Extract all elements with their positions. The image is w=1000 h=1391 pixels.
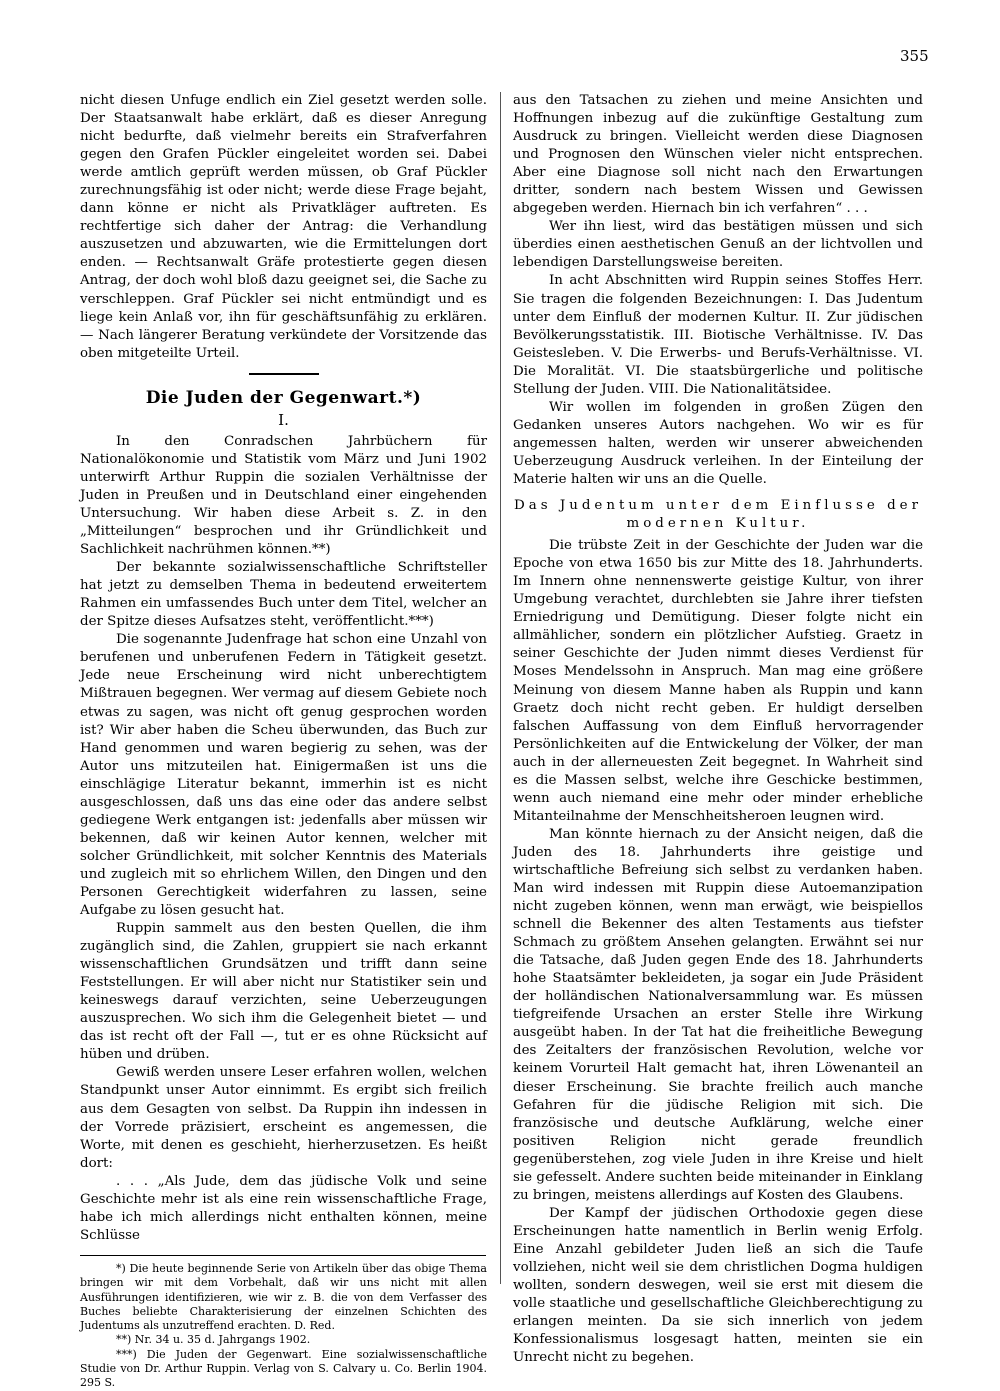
section-separator [249,373,319,375]
article-title: Die Juden der Gegenwart.*) [145,387,422,408]
footnote: **) Nr. 34 u. 35 d. Jahrgangs 1902. [116,1333,311,1347]
body-paragraph: aus den Tatsachen zu ziehen und meine Ansichten und Hoffnungen inbezug auf die zukünftige Gestaltung zum Ausdruck zu bringen. Vielleicht werden diese Diagnosen und Prognosen den Wünschen vieler nicht entsprechen. Aber eine Diagnose soll nicht nach den Erwartungen dritter, sondern nach bestem Wissen und Gewissen abgegeben werden. Hiernach bin ich verfahren“ . . . [513,93,923,217]
body-paragraph: Die sogenannte Judenfrage hat schon eine Unzahl von berufenen und unberufenen Federn in Tätigkeit gesetzt. Jede neue Erscheinung wird nicht unberechtigtem Mißtrauen begegnen. Wer vermag auf diesem Gebiete noch etwas zu sagen, was nicht oft genug gesprochen worden ist? Wir aber haben die Scheu überwunden, das Buch zur Hand genommen und waren begierig zu sehen, was der Autor uns mitzuteilen hat. Einigermaßen ist uns die einschlägige Literatur bekannt, immerhin ist es nicht ausgeschlossen, daß uns das eine oder das andere selbst gediegene Werk entgangen ist: jedenfalls aber müssen wir bekennen, daß wir keinen Autor kennen, welcher mit solcher Gründlichkeit, mit solcher Kenntnis des Materials und zugleich mit so ehrlichem Willen, den Dingen und den Personen Gerechtigkeit widerfahren zu lassen, seine Aufgabe zu lösen gesucht hat. [80,632,487,919]
body-paragraph: Ruppin sammelt aus den besten Quellen, die ihm zugänglich sind, die Zahlen, gruppiert sie nach erkannt wissenschaftlichen Grundsätzen und trifft dann seine Feststellungen. Er will aber nicht nur Statistiker sein und keineswegs darauf verzichten, seine Ueberzeugungen auszusprechen. Wo sich ihm die Gelegenheit bietet — und das ist recht oft der Fall —, tut er es ohne Rücksicht auf hüben und drüben. [80,921,487,1063]
intro-paragraph: nicht diesen Unfuge endlich ein Ziel gesetzt werden solle. Der Staatsanwalt habe erklärt, daß es dieser Anregung nicht bedurfte, daß vielmehr bereits ein Strafverfahren gegen den Grafen Pückler eingeleitet worden sei. Dabei werde amtlich geprüft werden müssen, ob Graf Pückler zurechnungsfähig ist oder nicht; werde diese Frage bejaht, dann könne er nicht als Privatkläger auftreten. Es rechtfertige sich daher der Antrag: die Verhandlung auszusetzen und abzuwarten, wie die Ermittelungen dort enden. — Rechtsanwalt Gräfe protestierte gegen diesen Antrag, der doch wohl bloß dazu geeignet sei, die Sache zu verschleppen. Graf Pückler sei nicht entmündigt und es liege kein Anlaß vor, ihn für geschäftsunfähig zu erklären. — Nach längerer Beratung verkündete der Vorsitzende das oben mitgeteilte Urteil. [80,93,487,361]
section-heading: Das Judentum unter dem Einflusse der modernen Kultur. [514,498,922,532]
footnote: ***) Die Juden der Gegenwart. Eine sozialwissenschaftliche Studie von Dr. Arthur Ruppin. Verlag von S. Calvary u. Co. Berlin 1904. 295 S. [80,1347,487,1390]
body-paragraph: In acht Abschnitten wird Ruppin seines Stoffes Herr. Sie tragen die folgenden Bezeichnungen: I. Das Judentum unter dem Einfluß der modernen Kultur. II. Zur jüdischen Bevölkerungsstatistik. III. Biotische Verhältnisse. IV. Das Geistesleben. V. Die Erwerbs- und Berufs-Verhältnisse. VI. Die Moralität. VI. Die staatsbürgerliche und politische Stellung der Juden. VIII. Die Nationalitätsidee. [513,273,923,397]
page-number: 355 [900,47,929,65]
body-paragraph: Man könnte hiernach zu der Ansicht neigen, daß die Juden des 18. Jahrhunderts ihre geistige und wirtschaftliche Befreiung sich selbst zu verdanken haben. Man wird indessen mit Ruppin diese Autoemanzipation nicht zugeben können, wenn man erwägt, wie beispiellos schnell die Bekenner des alten Testaments aus tiefster Schmach zu größtem Ansehen gelangten. Erwähnt sei nur die Tatsache, daß Juden gegen Ende des 18. Jahrhunderts hohe Staatsämter bekleideten, ja sogar ein Jude Präsident der holländischen Nationalversammlung war. Es müssen tiefgreifende Ursachen an erster Stelle ihre Wirkung ausgeübt haben. In der Tat hat die freiheitliche Bewegung des Zeitalters der französischen Revolution, welche vor keinem Vorurteil Halt gemacht hat, ihren Löwenanteil an dieser Erscheinung. Sie brachte freilich auch manche Gefahren für die jüdische Religion mit sich. Die französische und deutsche Aufklärung, welche einer positiven Religion nicht gerade freundlich gegenüberstehen, zog viele Juden in ihre Kreise und hielt sie gefesselt. Andere suchten beide miteinander in Einklang zu bringen, meistens allerdings auf Kosten des Glaubens. [513,826,923,1203]
left-column [80,92,487,1391]
footnotes [80,1262,487,1391]
body-paragraph: Gewiß werden unsere Leser erfahren wollen, welchen Standpunkt unser Autor einnimmt. Es ergibt sich freilich aus dem Gesagten von selbst. Da Ruppin ihn indessen in der Vorrede präzisiert, erscheint es angemessen, die Worte, mit denen es geschieht, hierherzusetzen. Es heißt dort: [80,1065,487,1171]
body-paragraph: Die trübste Zeit in der Geschichte der Juden war die Epoche von etwa 1650 bis zur Mitte des 18. Jahrhunderts. Im Innern ohne nennenswerte geistige Kultur, von ihrer Umgebung verachtet, durchlebten sie Jahre ihrer tiefsten Erniedrigung und Demütigung. Dieser folgte nicht ein allmählicher, sondern ein plötzlicher Aufstieg. Graetz in seiner Geschichte der Juden nimmt dieses Verdienst für Moses Mendelssohn in Anspruch. Man mag eine größere Meinung von diesem Manne haben als Ruppin und kann Graetz doch nicht recht geben. Er huldigt derselben falschen Auffassung von dem Einfluß hervorragender Persönlichkeiten auf die Entwickelung der Völker, der man auch in der allerneuesten Zeit begegnet. In Wahrheit sind es die Massen selbst, welche ihre Geschicke bestimmen, wenn auch niemand eine mehr oder minder erhebliche Mitanteilnahme der Menschheitsheroen leugnen wird. [513,538,923,824]
body-paragraph: Der Kampf der jüdischen Orthodoxie gegen diese Erscheinungen hatte namentlich in Berlin wenig Erfolg. Eine Anzahl gebildeter Juden ließ an sich die Taufe vollziehen, nicht weil sie dem christlichen Dogma huldigen wollten, sondern deswegen, weil sie erst mit diesem die volle staatliche und gesellschaftliche Gleichberechtigung zu erlangen meinten. Da sie sich innerlich von jedem Konfessionalismus losgesagt hatten, meinten sie ein Unrecht nicht zu begehen. [513,1205,923,1366]
body-paragraph: In den Conradschen Jahrbüchern für Nationalökonomie und Statistik vom März und Juni 1902 unterwirft Arthur Ruppin die sozialen Verhältnisse der Juden in Preußen und in Deutschland einer eingehenden Untersuchung. Wir haben diese Arbeit s. Z. in den „Mitteilungen“ besprochen und ihr Gründlichkeit und Sachlichkeit nachrühmen können.**) [80,433,487,558]
section-number: I. [278,410,289,429]
column-divider [500,92,501,1284]
body-paragraph: Der bekannte sozialwissenschaftliche Schriftsteller hat jetzt zu demselben Thema in bedeutend erweitertem Rahmen ein umfassendes Buch unter dem Titel, welcher an der Spitze dieses Aufsatzes steht, veröffentlicht.***) [80,560,487,630]
footnote-separator [80,1255,486,1256]
right-column [513,92,923,1367]
quote-paragraph: . . . „Als Jude, dem das jüdische Volk und seine Geschichte mehr ist als eine rein wissenschaftliche Frage, habe ich mich allerdings nicht enthalten können, meine Schlüsse [80,1173,487,1243]
footnote: *) Die heute beginnende Serie von Artikeln über das obige Thema bringen wir mit dem Vorbehalt, daß wir uns nicht mit allen Ausführungen identifizieren, wie wir z. B. die von dem Verfasser des Buches beliebte Charakterisierung der einzelnen Schichten des Judentums als unzutreffend erachten. D. Red. [80,1261,487,1333]
body-paragraph: Wir wollen im folgenden in großen Zügen den Gedanken unseres Autors nachgehen. Wo wir es für angemessen halten, werden wir unserer abweichenden Ueberzeugung Ausdruck verleihen. In der Einteilung der Materie halten wir uns an die Quelle. [513,399,923,487]
body-paragraph: Wer ihn liest, wird das bestätigen müssen und sich überdies einen aesthetischen Genuß an der lichtvollen und lebendigen Darstellungsweise bereiten. [513,219,923,271]
